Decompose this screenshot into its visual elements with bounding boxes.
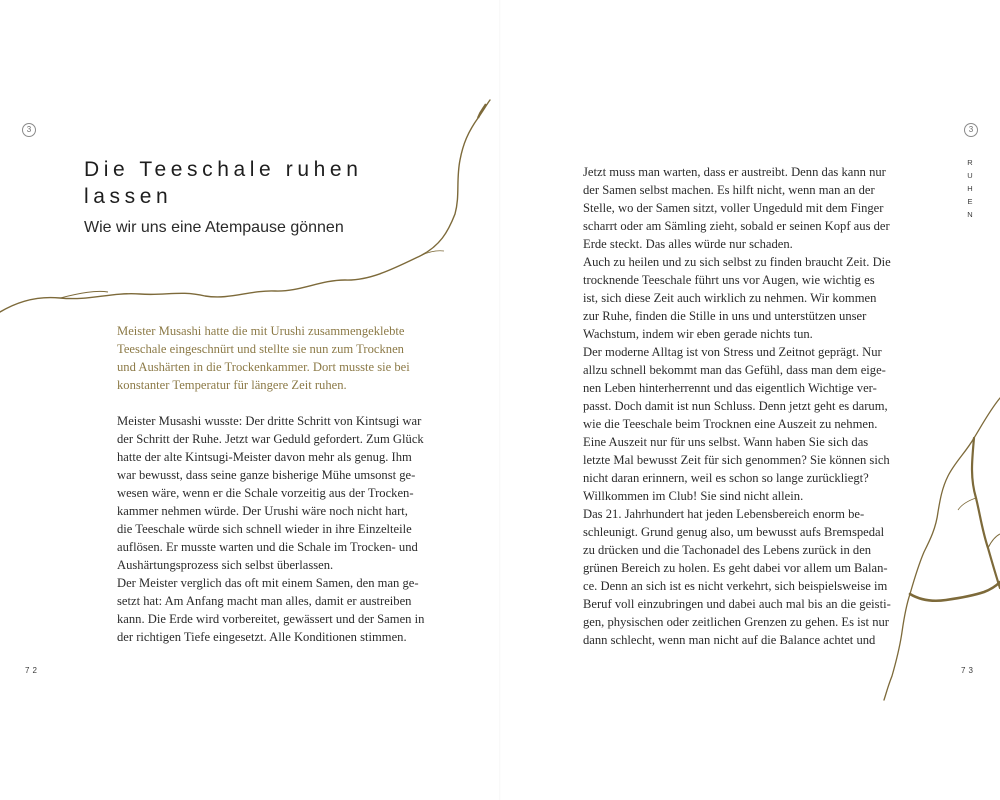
- text-line: nen Leben hinterherrennt und das eigentlich Wichtige ver-: [583, 381, 877, 395]
- chapter-title: Die Teeschale ruhen lassen: [84, 158, 363, 208]
- intro-line: Teeschale eingeschnürt und stellte sie nun zum Trocknen: [117, 342, 404, 356]
- side-tab-letter: E: [967, 197, 973, 206]
- side-tab-letter: U: [967, 171, 973, 180]
- text-line: zu drücken und die Tachonadel des Lebens zurück in den: [583, 543, 872, 557]
- text-line: auflösen. Er musste warten und die Schale im Trocken- und: [117, 540, 418, 554]
- side-tab-letter: R: [967, 158, 973, 167]
- text-line: zur Ruhe, finden die Stille in uns und unterstützen unser: [583, 309, 867, 323]
- text-line: nicht daran erinnern, weil es schon so lange zurückliegt?: [583, 471, 869, 485]
- text-line: gen, physischen oder zeitlichen Grenzen zu gehen. Es ist nur: [583, 615, 889, 629]
- text-line: der Schritt der Ruhe. Jetzt war Geduld gefordert. Zum Glück: [117, 432, 424, 446]
- text-line: hatte der alte Kintsugi-Meister davon mehr als genug. Ihm: [117, 450, 412, 464]
- text-line: Jetzt muss man warten, dass er austreibt. Denn das kann nur: [583, 165, 886, 179]
- text-line: Der Meister verglich das oft mit einem Samen, den man ge-: [117, 576, 419, 590]
- text-line: der richtigen Tiefe eingesetzt. Alle Konditionen stimmen.: [117, 630, 407, 644]
- text-line: setzt hat: Am Anfang macht man alles, damit er austreiben: [117, 594, 412, 608]
- intro-paragraph: [117, 322, 417, 394]
- text-line: Beruf voll einzubringen und dabei auch mal bis an die geisti-: [583, 597, 891, 611]
- intro-line: und Aushärten in die Trockenkammer. Dort musste sie bei: [117, 360, 410, 374]
- chapter-circle-icon: 3: [964, 123, 978, 137]
- body-text-left: [117, 412, 425, 646]
- text-line: wie die Teeschale beim Trocknen eine Auszeit zu nehmen.: [583, 417, 878, 431]
- intro-line: konstanter Temperatur für längere Zeit ruhen.: [117, 378, 347, 392]
- text-line: dann schlecht, wenn man nicht auf die Balance achtet und: [583, 633, 876, 647]
- text-line: kann. Die Erde wird vorbereitet, gewässert und der Samen in: [117, 612, 425, 626]
- side-tab-letter: N: [967, 210, 973, 219]
- chapter-side-tab: [966, 156, 974, 221]
- chapter-subtitle: Wie wir uns eine Atempause gönnen: [84, 219, 344, 236]
- side-tab-letter: H: [967, 184, 973, 193]
- text-line: Willkommen im Club! Sie sind nicht allein.: [583, 489, 804, 503]
- chapter-circle-icon: 3: [22, 123, 36, 137]
- text-line: ce. Denn an sich ist es nicht verkehrt, sich beispielsweise im: [583, 579, 888, 593]
- text-line: Aushärtungsprozess sich selbst überlassen.: [117, 558, 334, 572]
- text-line: Wachstum, indem wir eben gerade nichts tun.: [583, 327, 813, 341]
- text-line: trocknende Teeschale führt uns vor Augen, wie wichtig es: [583, 273, 875, 287]
- text-line: Meister Musashi wusste: Der dritte Schritt von Kintsugi war: [117, 414, 422, 428]
- text-line: Der moderne Alltag ist von Stress und Zeitnot geprägt. Nur: [583, 345, 882, 359]
- intro-line: Meister Musashi hatte die mit Urushi zusammengeklebte: [117, 324, 405, 338]
- text-line: ist, sich diese Zeit auch wirklich zu nehmen. Wir kommen: [583, 291, 877, 305]
- text-line: allzu schnell bekommt man das Gefühl, dass man dem eige-: [583, 363, 886, 377]
- text-line: schleunigt. Grund genug also, um bewusst aufs Bremspedal: [583, 525, 885, 539]
- text-line: scharrt oder am Sämling zieht, sobald er seinen Kopf aus der: [583, 219, 890, 233]
- text-line: Das 21. Jahrhundert hat jeden Lebensbereich enorm be-: [583, 507, 865, 521]
- right-page: [500, 0, 1000, 800]
- text-line: die Teeschale würde sich schnell wieder in ihre Einzelteile: [117, 522, 412, 536]
- text-line: Erde steckt. Das alles würde nur schaden.: [583, 237, 793, 251]
- text-line: Stelle, wo der Samen sitzt, voller Ungeduld mit dem Finger: [583, 201, 884, 215]
- text-line: letzte Mal bewusst Zeit für sich genommen? Sie können sich: [583, 453, 890, 467]
- text-line: wesen wäre, wenn er die Schale vorzeitig aus der Trocken-: [117, 486, 414, 500]
- page-number: 73: [961, 666, 976, 675]
- text-line: war bewusst, dass seine ganze bisherige Mühe umsonst ge-: [117, 468, 416, 482]
- text-line: kammer nehmen würde. Der Urushi wäre noch nicht hart,: [117, 504, 408, 518]
- text-line: Auch zu heilen und zu sich selbst zu finden braucht Zeit. Die: [583, 255, 891, 269]
- text-line: grünen Bereich zu holen. Es geht dabei vor allem um Balan-: [583, 561, 888, 575]
- body-text-right: [583, 163, 891, 649]
- text-line: Eine Auszeit nur für uns selbst. Wann haben Sie sich das: [583, 435, 869, 449]
- text-line: der Samen selbst machen. Es hilft nicht, wenn man an der: [583, 183, 875, 197]
- page-number: 72: [25, 666, 40, 675]
- text-line: passt. Doch damit ist nun Schluss. Denn jetzt geht es darum,: [583, 399, 888, 413]
